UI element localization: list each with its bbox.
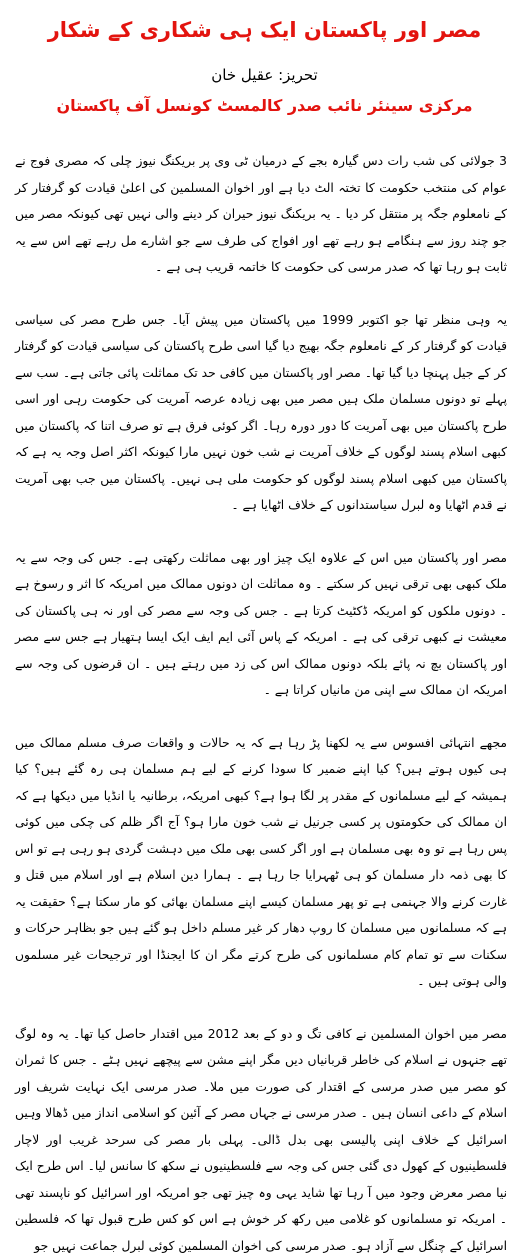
paragraph: مجھے انتہائی افسوس سے یہ لکھنا پڑ رہا ہے کہ یہ حالات و واقعات صرف مسلم ممالک میں ہی کیوں ہوتے ہیں؟ کیا اپنے ضمیر کا سودا کرنے کے لیے ہم مسلمان ہی رہ گئے ہیں؟ کیا ہمیشہ کے لیے مسلمانوں کے مقدر پر لگا ہوا ہے؟ کبھی امریکہ، برطانیہ یا انڈیا میں دیکھا ہے کہ ان ممالک کی حکومتوں پر کسی جرنیل نے شب خون مارا ہو؟ آج اگر ظلم کی چکی میں کوئی پس رہا ہے تو وہ بھی مسلمان ہے اور اگر کسی بھی ملک میں دہشت گردی ہو رہی ہے تو اس کا بھی ذمہ دار مسلمان کو ہی ٹھہرایا جا رہا ہے ۔ ہمارا دین اسلام ہے اور اسلام میں قتل و غارت کرنے والا جہنمی ہے تو پھر مسلمان کیسے اپنے مسلمان بھائی کو مار سکتا ہے؟ حقیقت یہ ہے کہ مسلمانوں میں مسلمان کا روپ دھار کر غیر مسلم داخل ہو گئے ہیں جو بظاہر حرکات و سکنات سے تو تمام کام مسلمانوں کی طرح کرتے مگر ان کا ایجنڈا اور ترجیحات غیر مسلموں والی ہوتی ہیں ۔ [15,730,507,995]
article-subtitle: مرکزی سینئر نائب صدر کالمسٹ کونسل آف پاکستان [0,96,529,115]
paragraph: 3 جولائی کی شب رات دس گیارہ بجے کے درمیان ٹی وی پر بریکنگ نیوز چلی کہ مصری فوج نے عوام کی منتخب حکومت کا تختہ الٹ دیا ہے اور اخوان المسلمین کی اعلیٰ قیادت کو گرفتار کر کے نامعلوم جگہ پر منتقل کر دیا ۔ یہ بریکنگ نیوز حیران کر دینے والی نہیں تھی کیونکہ مصر میں جو چند روز سے ہنگامے ہو رہے تھے اور افواج کی طرف سے جو اشارے مل رہے تھے اس سے یہ ثابت ہو رہا تھا کہ صدر مرسی کی حکومت کا خاتمہ قریب ہی ہے ۔ [15,148,507,281]
paragraph: مصر میں اخوان المسلمین نے کافی تگ و دو کے بعد 2012 میں اقتدار حاصل کیا تھا۔ یہ وہ لوگ تھے جنہوں نے اسلام کی خاطر قربانیاں دیں مگر اپنے مشن سے پیچھے نہیں ہٹے ۔ جس کا ثمران کو مصر میں صدر مرسی کے اقتدار کی صورت میں ملا۔ صدر مرسی ایک نہایت شریف اور اسلام کے داعی انسان ہیں ۔ صدر مرسی نے جہاں مصر کے آئین کو اسلامی انداز میں ڈھالا وہیں اسرائیل کے خلاف اپنی پالیسی بھی بدل ڈالی۔ پہلی بار مصر کی سرحد غریب اور لاچار فلسطینیوں کے کھول دی گئی جس کی وجہ سے فلسطینیوں نے سکھ کا سانس لیا۔ اس طرح ایک نیا مصر معرض وجود میں آ رہا تھا شاید یہی وہ چیز تھی جو امریکہ اور اسرائیل کو ناپسند تھی ۔ امریکہ تو مسلمانوں کو غلامی میں رکھ کر خوش ہے اس کو کس طرح قبول تھا کہ فلسطین اسرائیل کے چنگل سے آزاد ہو۔ صدر مرسی کی اخوان المسلمین کوئی لبرل جماعت نہیں جو [15,1021,507,1259]
article-title: مصر اور پاکستان ایک ہی شکاری کے شکار [0,18,529,42]
article-byline: تحریز: عقیل خان [0,66,529,84]
paragraph: مصر اور پاکستان میں اس کے علاوہ ایک چیز اور بھی مماثلت رکھتی ہے۔ جس کی وجہ سے یہ ملک کبھی بھی ترقی نہیں کر سکتے ۔ وہ مماثلت ان دونوں ممالک میں امریکہ کا اثر و رسوخ ہے ۔ دونوں ملکوں کو امریکہ ڈکٹیٹ کرتا ہے ۔ جس کی وجہ سے مصر کی اور نہ ہی پاکستان کی معیشت نے کبھی ترقی کی ہے ۔ امریکہ کے پاس آئی ایم ایف ایک ایسا ہتھیار ہے جس سے مصر اور پاکستان بچ نہ پائے بلکہ دونوں ممالک اس کی زد میں رہتے ہیں ۔ ان قرضوں کی وجہ سے امریکہ ان ممالک سے اپنی من مانیاں کراتا ہے ۔ [15,545,507,704]
article-body [15,148,507,1259]
paragraph: یہ وہی منظر تھا جو اکتوبر 1999 میں پاکستان میں پیش آیا۔ جس طرح مصر کی سیاسی قیادت کو گرفتار کر کے نامعلوم جگہ بھیج دیا گیا اسی طرح پاکستان کی سیاسی قیادت کو گرفتار کر کے جیل پہنچا دیا گیا تھا۔ مصر اور پاکستان میں کافی حد تک مماثلت پائی جاتی ہے۔ سب سے پہلے تو دونوں مسلمان ملک ہیں مصر میں بھی زیادہ عرصہ آمریت کی حکومت رہی اور اسی طرح پاکستان میں بھی آمریت کا دور دورہ رہا۔ اگر کوئی فرق ہے تو صرف اتنا کہ پاکستان میں کبھی اسلام پسند لوگوں کے خلاف آمریت نے شب خون نہیں مارا کیونکہ اکثر اصل وجہ یہ ہے کہ پاکستان میں کبھی اسلام پسند لوگوں کو حکومت ملی ہی نہیں۔ پاکستان میں جب بھی آمریت نے قدم اٹھایا وہ لبرل سیاستدانوں کے خلاف اٹھایا ہے ۔ [15,307,507,519]
